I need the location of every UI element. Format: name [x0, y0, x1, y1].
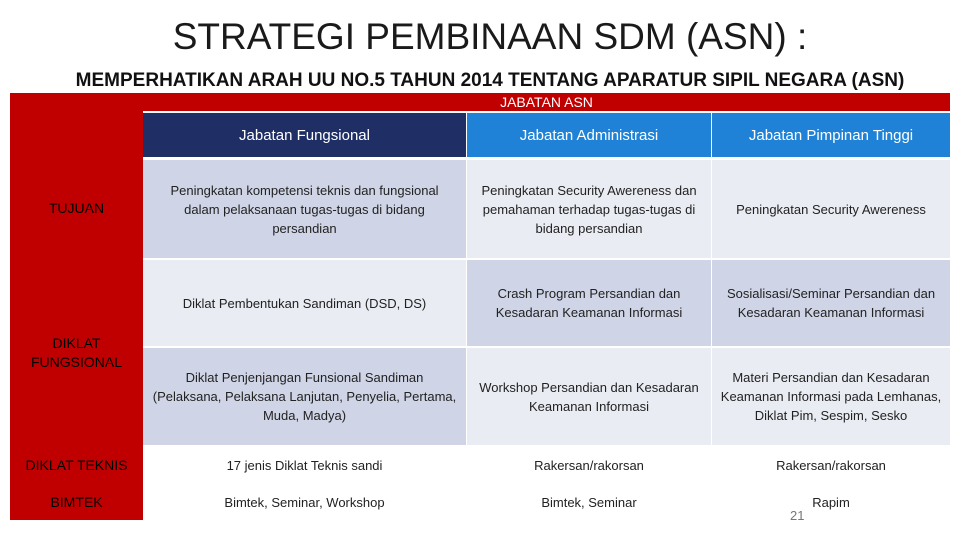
diklat-fungsional-1-administrasi-cell: Crash Program Persandian dan Kesadaran Keamanan Informasi: [467, 260, 711, 346]
diklat-teknis-administrasi-cell: Rakersan/rakorsan: [467, 446, 711, 484]
tujuan-administrasi-text: Peningkatan Security Awereness dan pemahaman terhadap tugas-tugas di bidang persandian: [481, 182, 697, 236]
row-label-diklat-fungsional: DIKLAT FUNGSIONAL: [10, 259, 143, 446]
column-header-administrasi: Jabatan Administrasi: [467, 113, 711, 157]
tujuan-administrasi-cell: [467, 160, 711, 258]
diklat-fungsional-1-pimpinan-cell: Sosialisasi/Seminar Persandian dan Kesadaran Keamanan Informasi: [712, 260, 950, 346]
left-header-blank: [10, 93, 143, 157]
diklat-teknis-fungsional-cell: 17 jenis Diklat Teknis sandi: [143, 446, 466, 484]
slide-title: STRATEGI PEMBINAAN SDM (ASN) :: [172, 16, 808, 57]
column-header-pimpinan-tinggi: Jabatan Pimpinan Tinggi: [712, 113, 950, 157]
slide-subtitle: MEMPERHATIKAN ARAH UU NO.5 TAHUN 2014 TENTANG APARATUR SIPIL NEGARA (ASN): [75, 70, 905, 91]
bimtek-fungsional-cell: Bimtek, Seminar, Workshop: [143, 484, 466, 520]
diklat-teknis-pimpinan-cell: Rakersan/rakorsan: [712, 446, 950, 484]
page-number: 21: [790, 508, 805, 523]
jabatan-asn-band: JABATAN ASN: [143, 93, 950, 111]
row-label-bimtek: BIMTEK: [10, 484, 143, 520]
row-label-diklat-teknis: DIKLAT TEKNIS: [10, 446, 143, 484]
bimtek-pimpinan-cell: Rapim: [712, 484, 950, 520]
diklat-fungsional-2-administrasi-cell: Workshop Persandian dan Kesadaran Keamanan Informasi: [467, 348, 711, 445]
tujuan-pimpinan-cell: Peningkatan Security Awereness: [712, 160, 950, 258]
row-label-tujuan: TUJUAN: [10, 157, 143, 259]
bimtek-administrasi-cell: Bimtek, Seminar: [467, 484, 711, 520]
tujuan-fungsional-cell: Peningkatan kompetensi teknis dan fungsional dalam pelaksanaan tugas-tugas di bidang persandian: [143, 160, 466, 258]
column-header-fungsional: Jabatan Fungsional: [143, 113, 466, 157]
diklat-fungsional-2-fungsional-cell: Diklat Penjenjangan Funsional Sandiman (Pelaksana, Pelaksana Lanjutan, Penyelia, Pertama, Muda, Madya): [143, 348, 466, 445]
diklat-fungsional-2-pimpinan-cell: Materi Persandian dan Kesadaran Keamanan Informasi pada Lemhanas, Diklat Pim, Sespim, Sesko: [712, 348, 950, 445]
diklat-fungsional-1-fungsional-cell: Diklat Pembentukan Sandiman (DSD, DS): [143, 260, 466, 346]
